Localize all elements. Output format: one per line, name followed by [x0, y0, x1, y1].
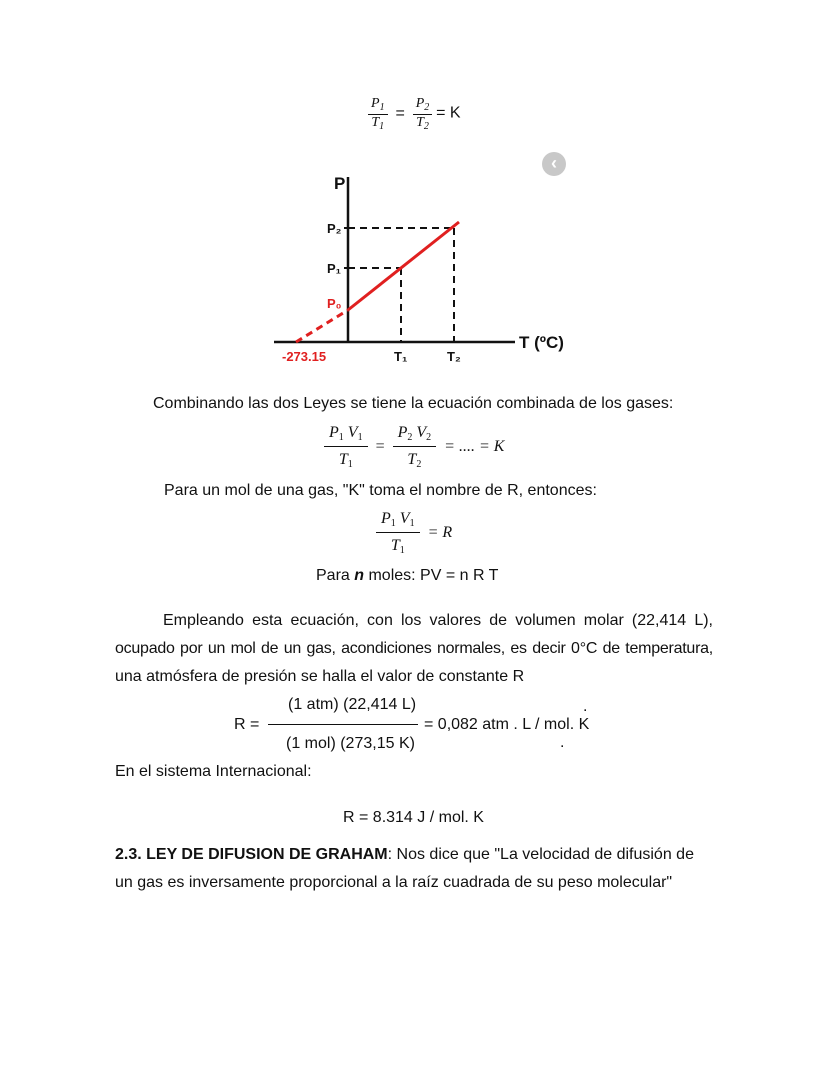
formula-p-over-t: [368, 96, 461, 132]
r-lhs: R =: [234, 716, 260, 733]
formula-r: [376, 510, 452, 556]
equals-sign: =: [395, 104, 405, 122]
fraction-p1-t1: $\frac{P_1}{T_1}$: [368, 96, 388, 132]
one-mol-intro: Para un mol de una gas, "K" toma el nombre de R, entonces:: [164, 482, 597, 499]
molar-volume-line-1: Empleando esta ecuación, con los valores de volumen molar (22,414 L),: [163, 612, 713, 629]
n-moles-equation: Para n moles: PV = n R T: [316, 567, 499, 584]
graham-law-line-1: 2.3. LEY DE DIFUSION DE GRAHAM: Nos dice que "La velocidad de difusión de: [115, 846, 694, 863]
formula-combined-gas-law: [324, 424, 504, 470]
equals-sign: =: [375, 437, 385, 455]
x-tick-label-t1: T₁: [394, 349, 408, 364]
y-axis-label: P: [334, 174, 346, 193]
upper-dot: .: [583, 698, 588, 715]
graham-law-line-2: un gas es inversamente proporcional a la raíz cuadrada de su peso molecular": [115, 874, 673, 891]
fraction-p2-t2: $\frac{P_2}{T_2}$: [413, 96, 433, 132]
molar-volume-line-2: ocupado por un mol de un gas, acondiciones normales, es decir 0°C de temperatura,: [115, 640, 713, 657]
equals-r: = R: [427, 523, 453, 541]
series-line-dashed: [296, 310, 348, 342]
r-si-value: R = 8.314 J / mol. K: [343, 809, 484, 826]
x-axis-label: T (ºC): [519, 333, 564, 352]
x-tick-label-absolute-zero: -273.15: [282, 349, 327, 364]
n-variable: n: [354, 567, 365, 584]
y-tick-label-p2: P₂: [327, 221, 342, 236]
r-numerator: (1 atm) (22,414 L): [288, 696, 417, 713]
r-denominator: (1 mol) (273,15 K): [286, 735, 415, 752]
series-line-solid: [348, 222, 459, 310]
y-tick-label-p0: P₀: [327, 296, 342, 311]
equals-constant-k: = .... = K: [444, 437, 505, 455]
combined-law-intro: Combinando las dos Leyes se tiene la ecuación combinada de los gases:: [153, 395, 674, 412]
x-tick-label-t2: T₂: [447, 349, 461, 364]
si-intro: En el sistema Internacional:: [115, 763, 312, 780]
pressure-temperature-chart: [260, 165, 590, 375]
fraction-p1v1-t1: $\frac{P_1 V_1}{T_1}$: [324, 424, 368, 470]
molar-volume-line-3: una atmósfera de presión se halla el valor de constante R: [115, 668, 525, 685]
y-tick-label-p1: P₁: [327, 261, 342, 276]
previous-page-icon[interactable]: ‹: [542, 152, 566, 176]
r-result: = 0,082 atm . L / mol. K: [424, 716, 590, 733]
fraction-p2v2-t2: $\frac{P_2 V_2}{T_2}$: [393, 424, 437, 470]
r-calculation: [234, 694, 614, 756]
fraction-pv-t: $\frac{P_1 V_1}{T_1}$: [376, 510, 420, 556]
lower-dot: .: [560, 734, 565, 751]
section-heading: 2.3. LEY DE DIFUSION DE GRAHAM: [115, 846, 388, 863]
equals-k: = K: [436, 104, 461, 122]
fraction-bar: [268, 724, 418, 725]
